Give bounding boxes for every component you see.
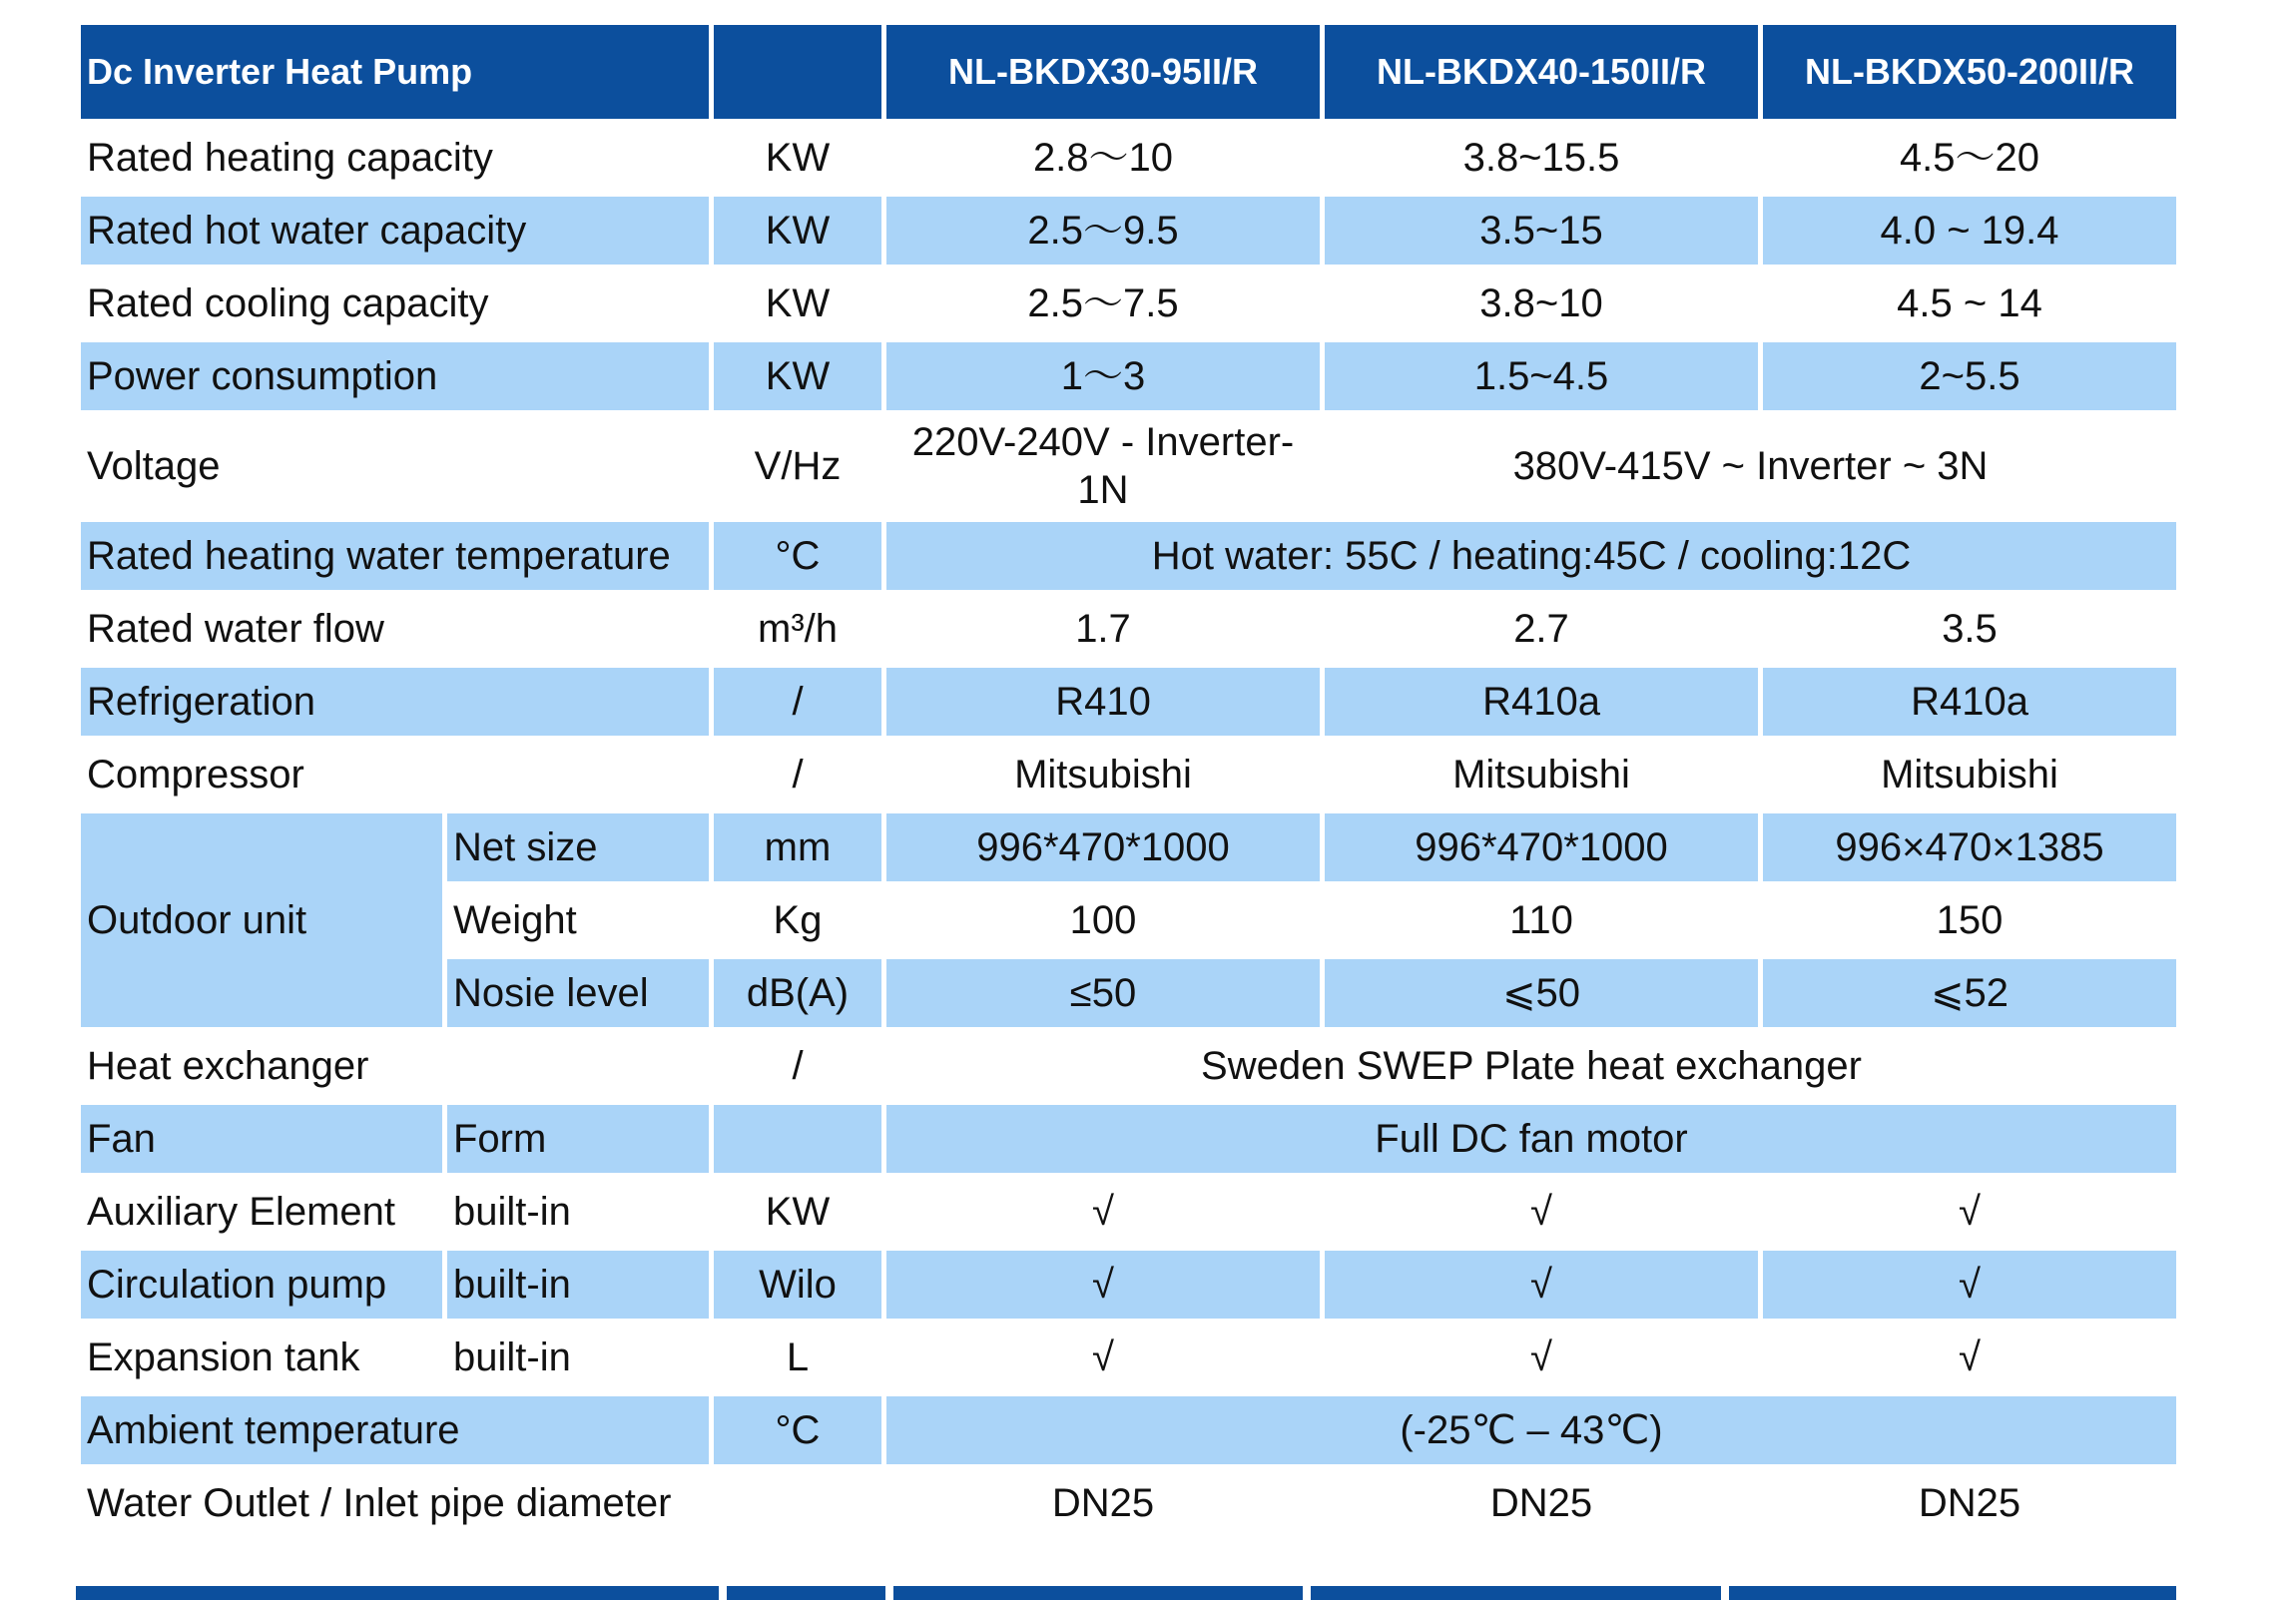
row-label: Rated heating water temperature <box>81 522 709 590</box>
value-model-1: 996*470*1000 <box>886 813 1320 881</box>
value-model-3: ⩽52 <box>1763 959 2176 1027</box>
strip-segment <box>1729 1586 2176 1600</box>
row-ambient-temperature <box>81 1396 2176 1464</box>
row-pipe-diameter <box>81 1469 2176 1537</box>
unit-header <box>714 25 881 119</box>
row-unit: / <box>792 1044 804 1088</box>
row-water-flow <box>81 595 2176 663</box>
sub-label: Net size <box>447 813 709 881</box>
row-label: Voltage <box>87 444 221 488</box>
value-model-3: 4.5～20 <box>1899 136 2040 180</box>
row-unit <box>714 1105 881 1173</box>
row-label: Expansion tank <box>87 1335 360 1379</box>
value-all-models: (-25℃ – 43℃) <box>886 1396 2176 1464</box>
value-model-2: √ <box>1325 1251 1758 1319</box>
row-unit: m³/h <box>758 607 838 651</box>
value-model-1: √ <box>1092 1335 1114 1379</box>
model-header-3: NL-BKDX50-200II/R <box>1763 25 2176 119</box>
table-title: Dc Inverter Heat Pump <box>81 25 709 119</box>
row-auxiliary-element <box>81 1178 2176 1246</box>
value-model-1: 1.7 <box>1075 607 1131 651</box>
next-table-header-strip <box>76 1586 2176 1600</box>
value-model-1: 100 <box>886 886 1320 954</box>
value-model-3: DN25 <box>1918 1481 2021 1525</box>
row-voltage <box>81 415 2176 517</box>
value-all-models: Full DC fan motor <box>886 1105 2176 1173</box>
row-unit: / <box>792 753 804 797</box>
value-model-2: DN25 <box>1489 1481 1593 1525</box>
row-unit: KW <box>765 281 831 325</box>
value-model-3: 3.5 <box>1942 607 1998 651</box>
row-refrigeration <box>81 668 2176 736</box>
row-label: Fan <box>81 1105 442 1173</box>
row-unit: dB(A) <box>714 959 881 1027</box>
row-hot-water-capacity <box>81 197 2176 265</box>
row-label: Rated cooling capacity <box>87 281 489 325</box>
value-model-2: 3.5~15 <box>1325 197 1758 265</box>
row-label: Rated water flow <box>87 607 384 651</box>
header-row <box>81 25 2176 119</box>
value-model-3: 4.5 ~ 14 <box>1897 281 2042 325</box>
value-model-2: 996*470*1000 <box>1325 813 1758 881</box>
sub-label: Form <box>447 1105 709 1173</box>
value-model-3: √ <box>1763 1251 2176 1319</box>
row-unit: °C <box>714 522 881 590</box>
model-header-2: NL-BKDX40-150II/R <box>1325 25 1758 119</box>
row-label: Rated hot water capacity <box>81 197 709 265</box>
row-fan <box>81 1105 2176 1173</box>
row-label: Ambient temperature <box>81 1396 709 1464</box>
value-model-1: R410 <box>886 668 1320 736</box>
strip-segment <box>893 1586 1303 1600</box>
sub-label: built-in <box>453 1190 571 1234</box>
value-model-2: 1.5~4.5 <box>1325 342 1758 410</box>
row-label: Power consumption <box>81 342 709 410</box>
row-unit <box>714 1469 881 1537</box>
strip-segment <box>1311 1586 1720 1600</box>
row-label: Heat exchanger <box>87 1044 369 1088</box>
sub-label: built-in <box>453 1335 571 1379</box>
value-model-1: 1～3 <box>886 342 1320 410</box>
value-all-models: Hot water: 55C / heating:45C / cooling:12C <box>886 522 2176 590</box>
strip-segment <box>76 1586 719 1600</box>
row-label: Rated heating capacity <box>87 136 493 180</box>
strip-segment <box>727 1586 885 1600</box>
value-model-1: 2.5～7.5 <box>1027 281 1179 325</box>
value-model-2: 2.7 <box>1513 607 1569 651</box>
row-heat-exchanger <box>81 1032 2176 1100</box>
row-cooling-capacity <box>81 269 2176 337</box>
value-model-1: 220V-240V - Inverter-1N <box>911 420 1295 512</box>
row-unit: Kg <box>714 886 881 954</box>
value-model-2: 3.8~15.5 <box>1462 136 1620 180</box>
value-model-2: ⩽50 <box>1325 959 1758 1027</box>
row-label: Circulation pump <box>81 1251 442 1319</box>
row-water-temperature <box>81 522 2176 590</box>
value-model-1: 2.8～10 <box>1032 136 1174 180</box>
row-unit: KW <box>765 136 831 180</box>
row-unit: / <box>714 668 881 736</box>
row-unit: Wilo <box>714 1251 881 1319</box>
row-unit: KW <box>765 1190 831 1234</box>
value-model-1: Mitsubishi <box>1014 753 1192 797</box>
row-unit: mm <box>714 813 881 881</box>
value-model-2: √ <box>1530 1335 1552 1379</box>
value-model-2: √ <box>1530 1190 1552 1234</box>
value-model-3: R410a <box>1763 668 2176 736</box>
row-unit: L <box>786 1335 810 1379</box>
value-model-2: Mitsubishi <box>1452 753 1630 797</box>
value-model-2: R410a <box>1325 668 1758 736</box>
row-unit: V/Hz <box>754 444 842 488</box>
value-model-3: 150 <box>1763 886 2176 954</box>
row-label: Refrigeration <box>81 668 709 736</box>
value-model-2-3: 380V-415V ~ Inverter ~ 3N <box>1512 444 1989 488</box>
value-model-2: 3.8~10 <box>1479 281 1603 325</box>
row-label: Compressor <box>87 753 304 797</box>
value-model-3: Mitsubishi <box>1881 753 2058 797</box>
row-unit: °C <box>714 1396 881 1464</box>
row-compressor <box>81 741 2176 808</box>
row-unit: KW <box>714 197 881 265</box>
row-heating-capacity <box>81 124 2176 192</box>
value-model-1: DN25 <box>1051 1481 1155 1525</box>
row-label: Water Outlet / Inlet pipe diameter <box>87 1481 672 1525</box>
value-model-1: √ <box>886 1251 1320 1319</box>
value-model-3: √ <box>1959 1335 1981 1379</box>
value-model-3: 2~5.5 <box>1763 342 2176 410</box>
outdoor-unit-label: Outdoor unit <box>81 813 442 1027</box>
value-model-1: 2.5～9.5 <box>886 197 1320 265</box>
value-model-3: 996×470×1385 <box>1763 813 2176 881</box>
row-label: Auxiliary Element <box>87 1190 396 1234</box>
value-model-1: ≤50 <box>886 959 1320 1027</box>
sub-label: built-in <box>447 1251 709 1319</box>
value-model-1: √ <box>1092 1190 1114 1234</box>
value-all-models: Sweden SWEP Plate heat exchanger <box>1201 1044 1862 1088</box>
spec-table <box>76 20 2181 1542</box>
value-model-2: 110 <box>1325 886 1758 954</box>
row-unit: KW <box>714 342 881 410</box>
row-circulation-pump <box>81 1251 2176 1319</box>
model-header-1: NL-BKDX30-95II/R <box>886 25 1320 119</box>
row-power-consumption <box>81 342 2176 410</box>
value-model-3: 4.0 ~ 19.4 <box>1763 197 2176 265</box>
sub-label: Nosie level <box>447 959 709 1027</box>
row-outdoor-net-size <box>81 813 2176 881</box>
value-model-3: √ <box>1959 1190 1981 1234</box>
sub-label: Weight <box>447 886 709 954</box>
row-expansion-tank <box>81 1324 2176 1391</box>
